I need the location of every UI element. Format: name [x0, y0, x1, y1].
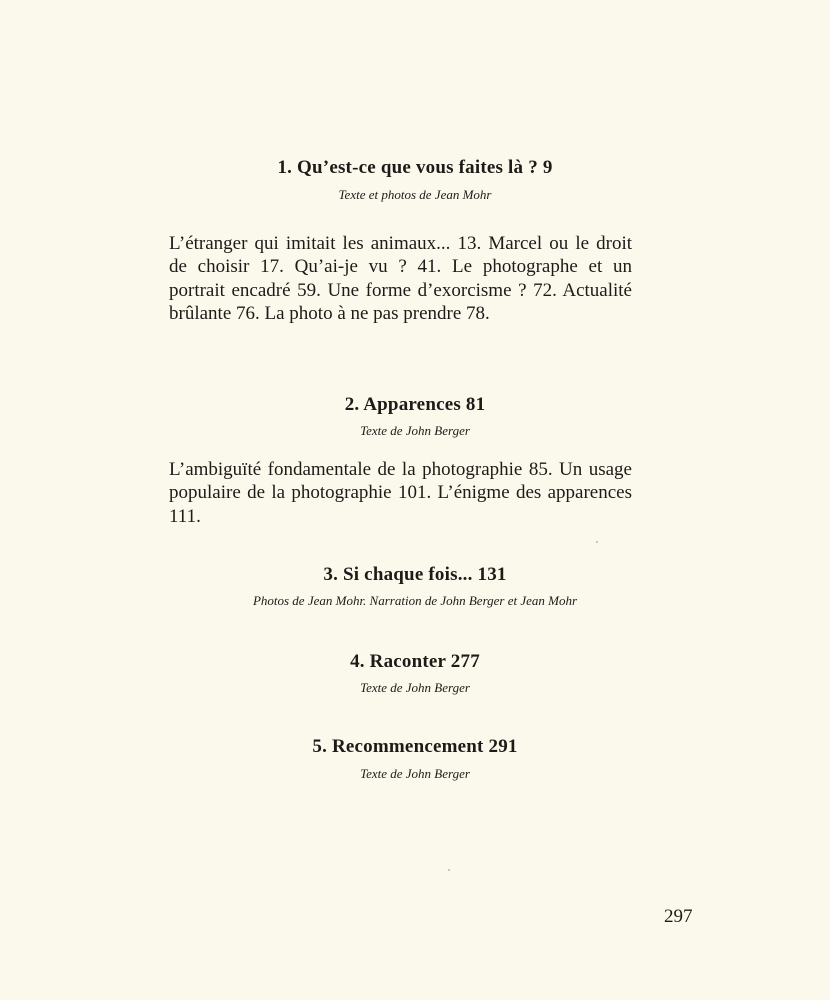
paper-speck	[596, 541, 598, 543]
section-5-subtitle: Texte de John Berger	[360, 766, 470, 781]
page-number: 297	[664, 906, 693, 927]
paper-speck	[448, 869, 450, 871]
section-4-subtitle: Texte de John Berger	[360, 680, 470, 695]
section-2-subtitle: Texte de John Berger	[360, 423, 470, 438]
section-2-title: 2. Apparences 81	[344, 394, 486, 415]
section-2-contents: L’ambiguïté fondamentale de la photographie 85. Un usage populaire de la photographie 101. L’énigme des apparences 111.	[169, 459, 632, 527]
section-3-title: 3. Si chaque fois... 131	[323, 564, 507, 585]
section-3-subtitle: Photos de Jean Mohr. Narration de John Berger et Jean Mohr	[252, 593, 578, 608]
section-1-contents: L’étranger qui imitait les animaux... 13. Marcel ou le droit de choisir 17. Qu’ai-je vu ? 41. Le photographe et un portrait encadré 59. Une forme d’exorcisme ? 72. Actualité brûlante 76. La photo à ne pas prendre 78.	[169, 233, 632, 325]
section-1-subtitle: Texte et photos de Jean Mohr	[338, 187, 492, 202]
section-5-title: 5. Recommencement 291	[312, 736, 518, 757]
section-1-title: 1. Qu’est-ce que vous faites là ? 9	[277, 157, 553, 178]
section-4-title: 4. Raconter 277	[350, 651, 480, 672]
